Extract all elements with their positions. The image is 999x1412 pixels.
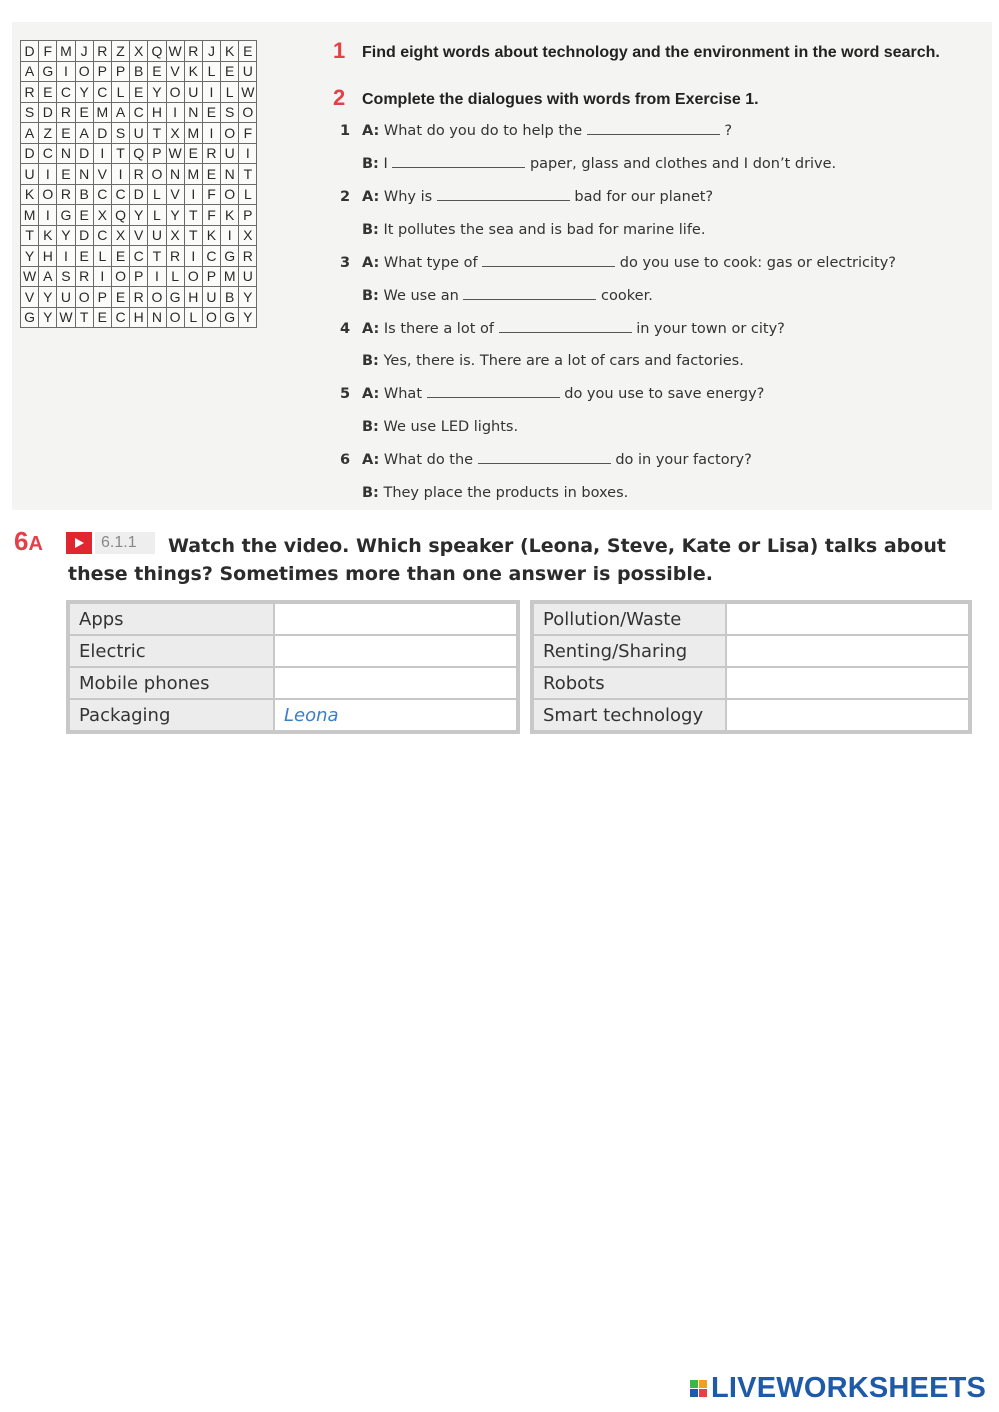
- grid-letter[interactable]: C: [130, 246, 148, 267]
- logo-text: LIVEWORKSHEETS: [711, 1372, 987, 1404]
- grid-letter[interactable]: Y: [166, 205, 184, 226]
- grid-letter[interactable]: R: [21, 82, 39, 103]
- grid-letter[interactable]: U: [130, 123, 148, 144]
- grid-letter[interactable]: E: [111, 287, 129, 308]
- exercise-1-title: Find eight words about technology and the environment in the word search.: [362, 44, 940, 61]
- grid-letter[interactable]: U: [184, 82, 202, 103]
- grid-letter[interactable]: E: [184, 143, 202, 164]
- grid-letter[interactable]: Q: [111, 205, 129, 226]
- answer-blank[interactable]: [392, 153, 525, 168]
- grid-letter[interactable]: P: [148, 143, 166, 164]
- grid-letter[interactable]: F: [202, 184, 220, 205]
- grid-letter[interactable]: C: [93, 225, 111, 246]
- grid-row: [21, 307, 257, 328]
- item-number: 1: [340, 123, 351, 139]
- grid-letter[interactable]: G: [166, 287, 184, 308]
- grid-letter[interactable]: M: [184, 123, 202, 144]
- grid-letter[interactable]: I: [239, 143, 257, 164]
- grid-row: [21, 246, 257, 267]
- grid-letter[interactable]: S: [111, 123, 129, 144]
- word-search-grid: [20, 40, 257, 328]
- grid-row: [21, 287, 257, 308]
- line-text: ?: [719, 123, 733, 139]
- dialogue-3-b: [340, 285, 990, 307]
- grid-letter[interactable]: E: [57, 164, 75, 185]
- grid-letter[interactable]: H: [148, 102, 166, 123]
- grid-letter[interactable]: N: [221, 164, 239, 185]
- grid-letter[interactable]: I: [184, 184, 202, 205]
- grid-letter[interactable]: O: [111, 266, 129, 287]
- grid-letter[interactable]: D: [75, 143, 93, 164]
- grid-letter[interactable]: G: [21, 307, 39, 328]
- logo-square: [690, 1389, 698, 1397]
- grid-letter[interactable]: L: [221, 82, 239, 103]
- grid-row: [21, 205, 257, 226]
- grid-letter[interactable]: P: [239, 205, 257, 226]
- row-label: Apps: [69, 603, 274, 635]
- grid-letter[interactable]: V: [130, 225, 148, 246]
- table-row: [69, 667, 517, 699]
- answer-blank[interactable]: [482, 252, 615, 267]
- grid-letter[interactable]: U: [239, 266, 257, 287]
- grid-letter[interactable]: U: [57, 287, 75, 308]
- dialogue-6-b: [340, 482, 990, 504]
- grid-letter[interactable]: R: [93, 41, 111, 62]
- grid-letter[interactable]: E: [202, 164, 220, 185]
- grid-letter[interactable]: C: [111, 307, 129, 328]
- grid-letter[interactable]: L: [184, 307, 202, 328]
- grid-letter[interactable]: G: [221, 307, 239, 328]
- answer-cell[interactable]: Leona: [274, 699, 517, 731]
- dialogue-3-a: [340, 252, 990, 274]
- grid-letter[interactable]: N: [75, 164, 93, 185]
- grid-letter[interactable]: O: [184, 266, 202, 287]
- speaker-b: B:: [362, 222, 379, 238]
- grid-letter[interactable]: N: [57, 143, 75, 164]
- grid-letter[interactable]: O: [166, 307, 184, 328]
- grid-letter[interactable]: Y: [39, 287, 57, 308]
- speaker-b: B:: [362, 156, 379, 172]
- dialogue-5-b: [340, 416, 990, 438]
- grid-letter[interactable]: U: [148, 225, 166, 246]
- grid-letter[interactable]: C: [39, 143, 57, 164]
- speaker-b: B:: [362, 419, 379, 435]
- grid-letter[interactable]: E: [111, 246, 129, 267]
- grid-letter[interactable]: M: [21, 205, 39, 226]
- logo-square: [699, 1380, 707, 1388]
- line-text: cooker.: [596, 288, 653, 304]
- speaker-b: B:: [362, 485, 379, 501]
- grid-letter[interactable]: D: [93, 123, 111, 144]
- answer-blank[interactable]: [437, 186, 570, 201]
- grid-row: [21, 123, 257, 144]
- grid-letter[interactable]: C: [111, 184, 129, 205]
- grid-letter[interactable]: H: [39, 246, 57, 267]
- grid-letter[interactable]: K: [221, 41, 239, 62]
- grid-letter[interactable]: F: [239, 123, 257, 144]
- row-label: Electric: [69, 635, 274, 667]
- grid-letter[interactable]: R: [57, 184, 75, 205]
- speaker-a: A:: [362, 255, 380, 271]
- speaker-a: A:: [362, 189, 380, 205]
- grid-row: [21, 102, 257, 123]
- line-text: do in your factory?: [610, 452, 752, 468]
- grid-letter[interactable]: Y: [130, 205, 148, 226]
- grid-letter[interactable]: G: [57, 205, 75, 226]
- line-text: What do the: [383, 452, 474, 468]
- grid-letter[interactable]: R: [239, 246, 257, 267]
- item-number: 2: [340, 189, 351, 205]
- grid-letter[interactable]: I: [202, 82, 220, 103]
- dialogue-4-a: [340, 318, 990, 340]
- grid-letter[interactable]: Q: [148, 41, 166, 62]
- grid-letter[interactable]: M: [57, 41, 75, 62]
- grid-letter[interactable]: C: [130, 102, 148, 123]
- grid-letter[interactable]: D: [21, 41, 39, 62]
- grid-letter[interactable]: N: [184, 102, 202, 123]
- grid-letter[interactable]: O: [148, 164, 166, 185]
- grid-letter[interactable]: X: [166, 225, 184, 246]
- exercise-number: 6: [14, 526, 29, 556]
- answer-cell[interactable]: [726, 635, 969, 667]
- grid-letter[interactable]: I: [93, 143, 111, 164]
- grid-letter[interactable]: D: [130, 184, 148, 205]
- grid-letter[interactable]: I: [221, 225, 239, 246]
- grid-letter[interactable]: Q: [130, 143, 148, 164]
- grid-row: [21, 143, 257, 164]
- grid-letter[interactable]: X: [93, 205, 111, 226]
- table-row: [533, 635, 969, 667]
- grid-letter[interactable]: I: [39, 164, 57, 185]
- dialogue-2-b: [340, 219, 990, 241]
- speaker-a: A:: [362, 386, 380, 402]
- grid-letter[interactable]: I: [39, 205, 57, 226]
- grid-letter[interactable]: E: [57, 123, 75, 144]
- grid-letter[interactable]: G: [221, 246, 239, 267]
- answer-cell[interactable]: [726, 667, 969, 699]
- line-text: in your town or city?: [631, 321, 785, 337]
- exercise-2-number: 2: [333, 85, 346, 110]
- grid-row: [21, 82, 257, 103]
- grid-letter[interactable]: E: [148, 61, 166, 82]
- video-play-icon[interactable]: [66, 532, 92, 554]
- answer-blank[interactable]: [427, 383, 560, 398]
- grid-letter[interactable]: S: [221, 102, 239, 123]
- line-text: do you use to cook: gas or electricity?: [615, 255, 896, 271]
- grid-letter[interactable]: I: [93, 266, 111, 287]
- grid-letter[interactable]: U: [21, 164, 39, 185]
- grid-letter[interactable]: O: [239, 102, 257, 123]
- speaker-table-right: [532, 602, 970, 732]
- line-text: paper, glass and clothes and I don’t drive.: [525, 156, 837, 172]
- item-number: 5: [340, 386, 351, 402]
- grid-letter[interactable]: E: [202, 102, 220, 123]
- grid-letter[interactable]: Y: [239, 287, 257, 308]
- grid-letter[interactable]: I: [202, 123, 220, 144]
- table-row: [533, 667, 969, 699]
- grid-letter[interactable]: Y: [57, 225, 75, 246]
- grid-letter[interactable]: A: [39, 266, 57, 287]
- grid-letter[interactable]: M: [184, 164, 202, 185]
- grid-row: [21, 266, 257, 287]
- table-row: [533, 603, 969, 635]
- grid-row: [21, 164, 257, 185]
- grid-letter[interactable]: T: [111, 143, 129, 164]
- grid-letter[interactable]: A: [21, 123, 39, 144]
- line-text: I: [383, 156, 388, 172]
- grid-letter[interactable]: L: [239, 184, 257, 205]
- speaker-b: B:: [362, 288, 379, 304]
- grid-letter[interactable]: Z: [111, 41, 129, 62]
- row-label: Pollution/Waste: [533, 603, 726, 635]
- line-text: Is there a lot of: [383, 321, 494, 337]
- grid-letter[interactable]: I: [166, 102, 184, 123]
- grid-letter[interactable]: O: [221, 184, 239, 205]
- grid-letter[interactable]: E: [93, 307, 111, 328]
- grid-letter[interactable]: V: [93, 164, 111, 185]
- exercise-letter: A: [28, 533, 43, 555]
- grid-letter[interactable]: K: [221, 205, 239, 226]
- row-label: Renting/Sharing: [533, 635, 726, 667]
- grid-letter[interactable]: C: [93, 184, 111, 205]
- grid-letter[interactable]: C: [202, 246, 220, 267]
- grid-letter[interactable]: Y: [21, 246, 39, 267]
- grid-letter[interactable]: A: [111, 102, 129, 123]
- grid-letter[interactable]: B: [130, 61, 148, 82]
- grid-letter[interactable]: P: [111, 61, 129, 82]
- answer-cell[interactable]: [274, 635, 517, 667]
- grid-letter[interactable]: R: [57, 102, 75, 123]
- line-text: It pollutes the sea and is bad for marine life.: [383, 222, 706, 238]
- grid-letter[interactable]: O: [75, 61, 93, 82]
- grid-letter[interactable]: O: [166, 82, 184, 103]
- grid-letter[interactable]: K: [184, 61, 202, 82]
- grid-letter[interactable]: R: [202, 143, 220, 164]
- item-number: 3: [340, 255, 351, 271]
- grid-letter[interactable]: U: [221, 143, 239, 164]
- grid-letter[interactable]: Y: [75, 82, 93, 103]
- grid-letter[interactable]: O: [148, 287, 166, 308]
- dialogue-1-a: [340, 120, 990, 142]
- grid-letter[interactable]: V: [166, 61, 184, 82]
- grid-letter[interactable]: L: [148, 205, 166, 226]
- grid-row: [21, 41, 257, 62]
- grid-letter[interactable]: Z: [39, 123, 57, 144]
- grid-letter[interactable]: G: [39, 61, 57, 82]
- grid-letter[interactable]: A: [75, 123, 93, 144]
- table-row: [69, 635, 517, 667]
- grid-letter[interactable]: V: [21, 287, 39, 308]
- table-row: [69, 699, 517, 731]
- grid-letter[interactable]: W: [57, 307, 75, 328]
- answer-blank[interactable]: [463, 285, 596, 300]
- grid-letter[interactable]: E: [239, 41, 257, 62]
- grid-row: [21, 225, 257, 246]
- grid-letter[interactable]: X: [130, 41, 148, 62]
- line-text: We use LED lights.: [383, 419, 519, 435]
- line-text: What: [383, 386, 423, 402]
- grid-letter[interactable]: M: [93, 102, 111, 123]
- grid-letter[interactable]: H: [130, 307, 148, 328]
- logo-icon: [690, 1380, 707, 1397]
- video-code: 6.1.1: [95, 532, 155, 554]
- grid-letter[interactable]: K: [21, 184, 39, 205]
- line-text: What do you do to help the: [383, 123, 583, 139]
- grid-letter[interactable]: D: [75, 225, 93, 246]
- logo-square: [690, 1380, 698, 1388]
- grid-letter[interactable]: S: [21, 102, 39, 123]
- grid-letter[interactable]: Y: [39, 307, 57, 328]
- grid-letter[interactable]: P: [130, 266, 148, 287]
- grid-letter[interactable]: W: [166, 41, 184, 62]
- grid-letter[interactable]: O: [75, 287, 93, 308]
- grid-letter[interactable]: L: [202, 61, 220, 82]
- item-number: 4: [340, 321, 351, 337]
- exercise-6a-instruction: Watch the video. Which speaker (Leona, Steve, Kate or Lisa) talks about these things? Sometimes more than one answer is possible.: [68, 535, 946, 585]
- dialogue-4-b: [340, 350, 990, 372]
- answer-blank[interactable]: [499, 318, 632, 333]
- exercise-2-title: Complete the dialogues with words from Exercise 1.: [362, 91, 759, 108]
- line-text: We use an: [383, 288, 459, 304]
- grid-letter[interactable]: E: [75, 102, 93, 123]
- grid-letter[interactable]: B: [221, 287, 239, 308]
- line-text: bad for our planet?: [569, 189, 714, 205]
- dialogue-5-a: [340, 383, 990, 405]
- grid-letter[interactable]: W: [239, 82, 257, 103]
- grid-letter[interactable]: X: [239, 225, 257, 246]
- dialogue-6-a: [340, 449, 990, 471]
- row-label: Smart technology: [533, 699, 726, 731]
- grid-letter[interactable]: P: [93, 287, 111, 308]
- grid-letter[interactable]: E: [221, 61, 239, 82]
- grid-letter[interactable]: X: [111, 225, 129, 246]
- grid-row: [21, 184, 257, 205]
- speaker-a: A:: [362, 123, 380, 139]
- grid-letter[interactable]: I: [184, 246, 202, 267]
- grid-letter[interactable]: R: [130, 164, 148, 185]
- answer-blank[interactable]: [478, 449, 611, 464]
- grid-letter[interactable]: E: [75, 246, 93, 267]
- answer-cell[interactable]: [274, 667, 517, 699]
- grid-row: [21, 61, 257, 82]
- line-text: What type of: [383, 255, 478, 271]
- grid-letter[interactable]: M: [221, 266, 239, 287]
- grid-letter[interactable]: O: [202, 307, 220, 328]
- grid-letter[interactable]: B: [75, 184, 93, 205]
- grid-letter[interactable]: L: [166, 266, 184, 287]
- grid-letter[interactable]: W: [166, 143, 184, 164]
- answer-cell[interactable]: [274, 603, 517, 635]
- line-text: Why is: [383, 189, 433, 205]
- grid-letter[interactable]: C: [57, 82, 75, 103]
- line-text: do you use to save energy?: [559, 386, 765, 402]
- speaker-table-left: [68, 602, 518, 732]
- grid-letter[interactable]: F: [202, 205, 220, 226]
- grid-letter[interactable]: A: [21, 61, 39, 82]
- row-label: Robots: [533, 667, 726, 699]
- table-row: [533, 699, 969, 731]
- grid-letter[interactable]: J: [75, 41, 93, 62]
- grid-letter[interactable]: K: [202, 225, 220, 246]
- grid-letter[interactable]: C: [93, 82, 111, 103]
- grid-letter[interactable]: N: [166, 164, 184, 185]
- liveworksheets-logo: [690, 1372, 986, 1405]
- grid-letter[interactable]: Y: [239, 307, 257, 328]
- grid-letter[interactable]: H: [184, 287, 202, 308]
- grid-letter[interactable]: Y: [148, 82, 166, 103]
- grid-letter[interactable]: F: [39, 41, 57, 62]
- grid-letter[interactable]: K: [39, 225, 57, 246]
- grid-letter[interactable]: D: [39, 102, 57, 123]
- grid-letter[interactable]: P: [93, 61, 111, 82]
- grid-letter[interactable]: R: [184, 41, 202, 62]
- grid-letter[interactable]: R: [166, 246, 184, 267]
- grid-letter[interactable]: W: [21, 266, 39, 287]
- grid-letter[interactable]: O: [39, 184, 57, 205]
- grid-letter[interactable]: O: [221, 123, 239, 144]
- grid-letter[interactable]: E: [75, 205, 93, 226]
- grid-letter[interactable]: L: [111, 82, 129, 103]
- table-row: [69, 603, 517, 635]
- grid-letter[interactable]: E: [39, 82, 57, 103]
- grid-letter[interactable]: T: [239, 164, 257, 185]
- exercise-6a-number: [14, 526, 43, 557]
- grid-letter[interactable]: I: [57, 246, 75, 267]
- grid-letter[interactable]: X: [166, 123, 184, 144]
- grid-letter[interactable]: T: [148, 246, 166, 267]
- grid-letter[interactable]: U: [202, 287, 220, 308]
- grid-letter[interactable]: E: [130, 82, 148, 103]
- grid-letter[interactable]: T: [184, 225, 202, 246]
- line-text: Yes, there is. There are a lot of cars and factories.: [383, 353, 744, 369]
- exercise-1-number: 1: [333, 38, 346, 63]
- grid-letter[interactable]: I: [57, 61, 75, 82]
- grid-letter[interactable]: V: [166, 184, 184, 205]
- speaker-b: B:: [362, 353, 379, 369]
- speaker-a: A:: [362, 452, 380, 468]
- grid-letter[interactable]: L: [148, 184, 166, 205]
- dialogue-2-a: [340, 186, 990, 208]
- answer-cell[interactable]: [726, 603, 969, 635]
- grid-letter[interactable]: I: [148, 266, 166, 287]
- answer-cell[interactable]: [726, 699, 969, 731]
- answer-blank[interactable]: [587, 120, 720, 135]
- grid-letter[interactable]: N: [148, 307, 166, 328]
- grid-letter[interactable]: I: [111, 164, 129, 185]
- grid-letter[interactable]: T: [21, 225, 39, 246]
- grid-letter[interactable]: J: [202, 41, 220, 62]
- grid-letter[interactable]: S: [57, 266, 75, 287]
- grid-letter[interactable]: P: [202, 266, 220, 287]
- logo-square: [699, 1389, 707, 1397]
- grid-letter[interactable]: T: [75, 307, 93, 328]
- speaker-a: A:: [362, 321, 380, 337]
- grid-letter[interactable]: T: [148, 123, 166, 144]
- row-label: Packaging: [69, 699, 274, 731]
- grid-letter[interactable]: T: [184, 205, 202, 226]
- item-number: 6: [340, 452, 351, 468]
- dialogue-1-b: [340, 153, 990, 175]
- line-text: They place the products in boxes.: [383, 485, 629, 501]
- row-label: Mobile phones: [69, 667, 274, 699]
- grid-letter[interactable]: L: [93, 246, 111, 267]
- grid-letter[interactable]: R: [75, 266, 93, 287]
- grid-letter[interactable]: D: [21, 143, 39, 164]
- grid-letter[interactable]: R: [130, 287, 148, 308]
- grid-letter[interactable]: U: [239, 61, 257, 82]
